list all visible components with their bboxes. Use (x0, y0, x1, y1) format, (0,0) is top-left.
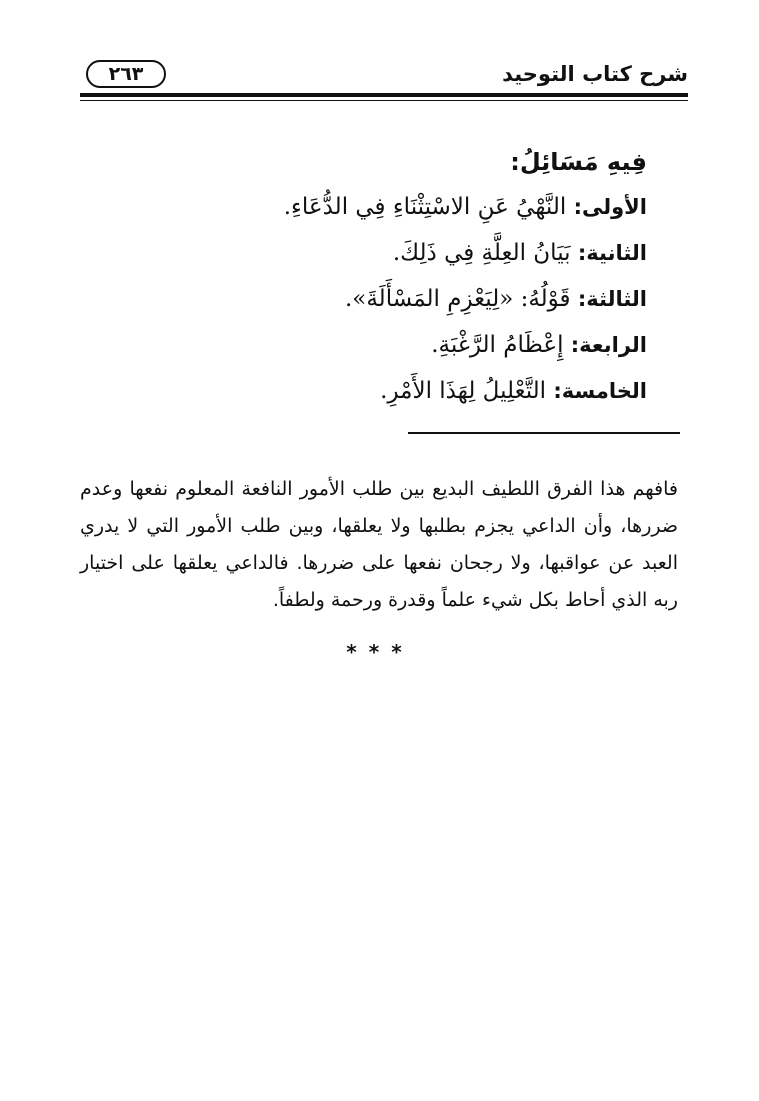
issue-text: التَّعْلِيلُ لِهَذَا الأَمْرِ. (380, 378, 547, 404)
issues-section (87, 140, 647, 414)
body-paragraph: فافهم هذا الفرق اللطيف البديع بين طلب الأمور النافعة المعلوم نفعها وعدم ضررها، وأن الداعي يجزم بطلبها ولا يعلقها، وبين طلب الأمور التي لا يدري العبد عن عواقبها، ولا رجحان نفعها على ضررها. فالداعي يعلقها على اختيار ربه الذي أحاط بكل شيء علماً وقدرة ورحمة ولطفاً. (80, 478, 678, 611)
issues-heading: فِيهِ مَسَائِلُ: (510, 148, 647, 176)
section-end-ornament: *** (346, 640, 414, 664)
issue-item (87, 184, 647, 230)
page-number: ٢٦٣ (86, 60, 166, 88)
page-header (80, 58, 688, 94)
issue-label: الأولى: (573, 195, 647, 219)
header-rule-thick (80, 93, 688, 97)
issue-item (87, 322, 647, 368)
issue-item (87, 276, 647, 322)
section-divider (408, 432, 680, 434)
issue-label: الخامسة: (553, 379, 647, 403)
book-title: شرح كتاب التوحيد (502, 62, 688, 86)
issue-text: قَوْلُهُ: «لِيَعْزِمِ المَسْأَلَةَ». (344, 286, 571, 312)
issue-label: الرابعة: (570, 333, 647, 357)
issue-label: الثالثة: (577, 287, 647, 311)
issue-item (87, 230, 647, 276)
issue-item (87, 368, 647, 414)
issue-text: بَيَانُ العِلَّةِ فِي ذَلِكَ. (392, 240, 571, 266)
header-rule-thin (80, 100, 688, 101)
issue-text: إِعْظَامُ الرَّغْبَةِ. (431, 332, 564, 358)
issue-text: النَّهْيُ عَنِ الاسْتِثْنَاءِ فِي الدُّعَاءِ. (283, 194, 567, 220)
issue-label: الثانية: (577, 241, 647, 265)
